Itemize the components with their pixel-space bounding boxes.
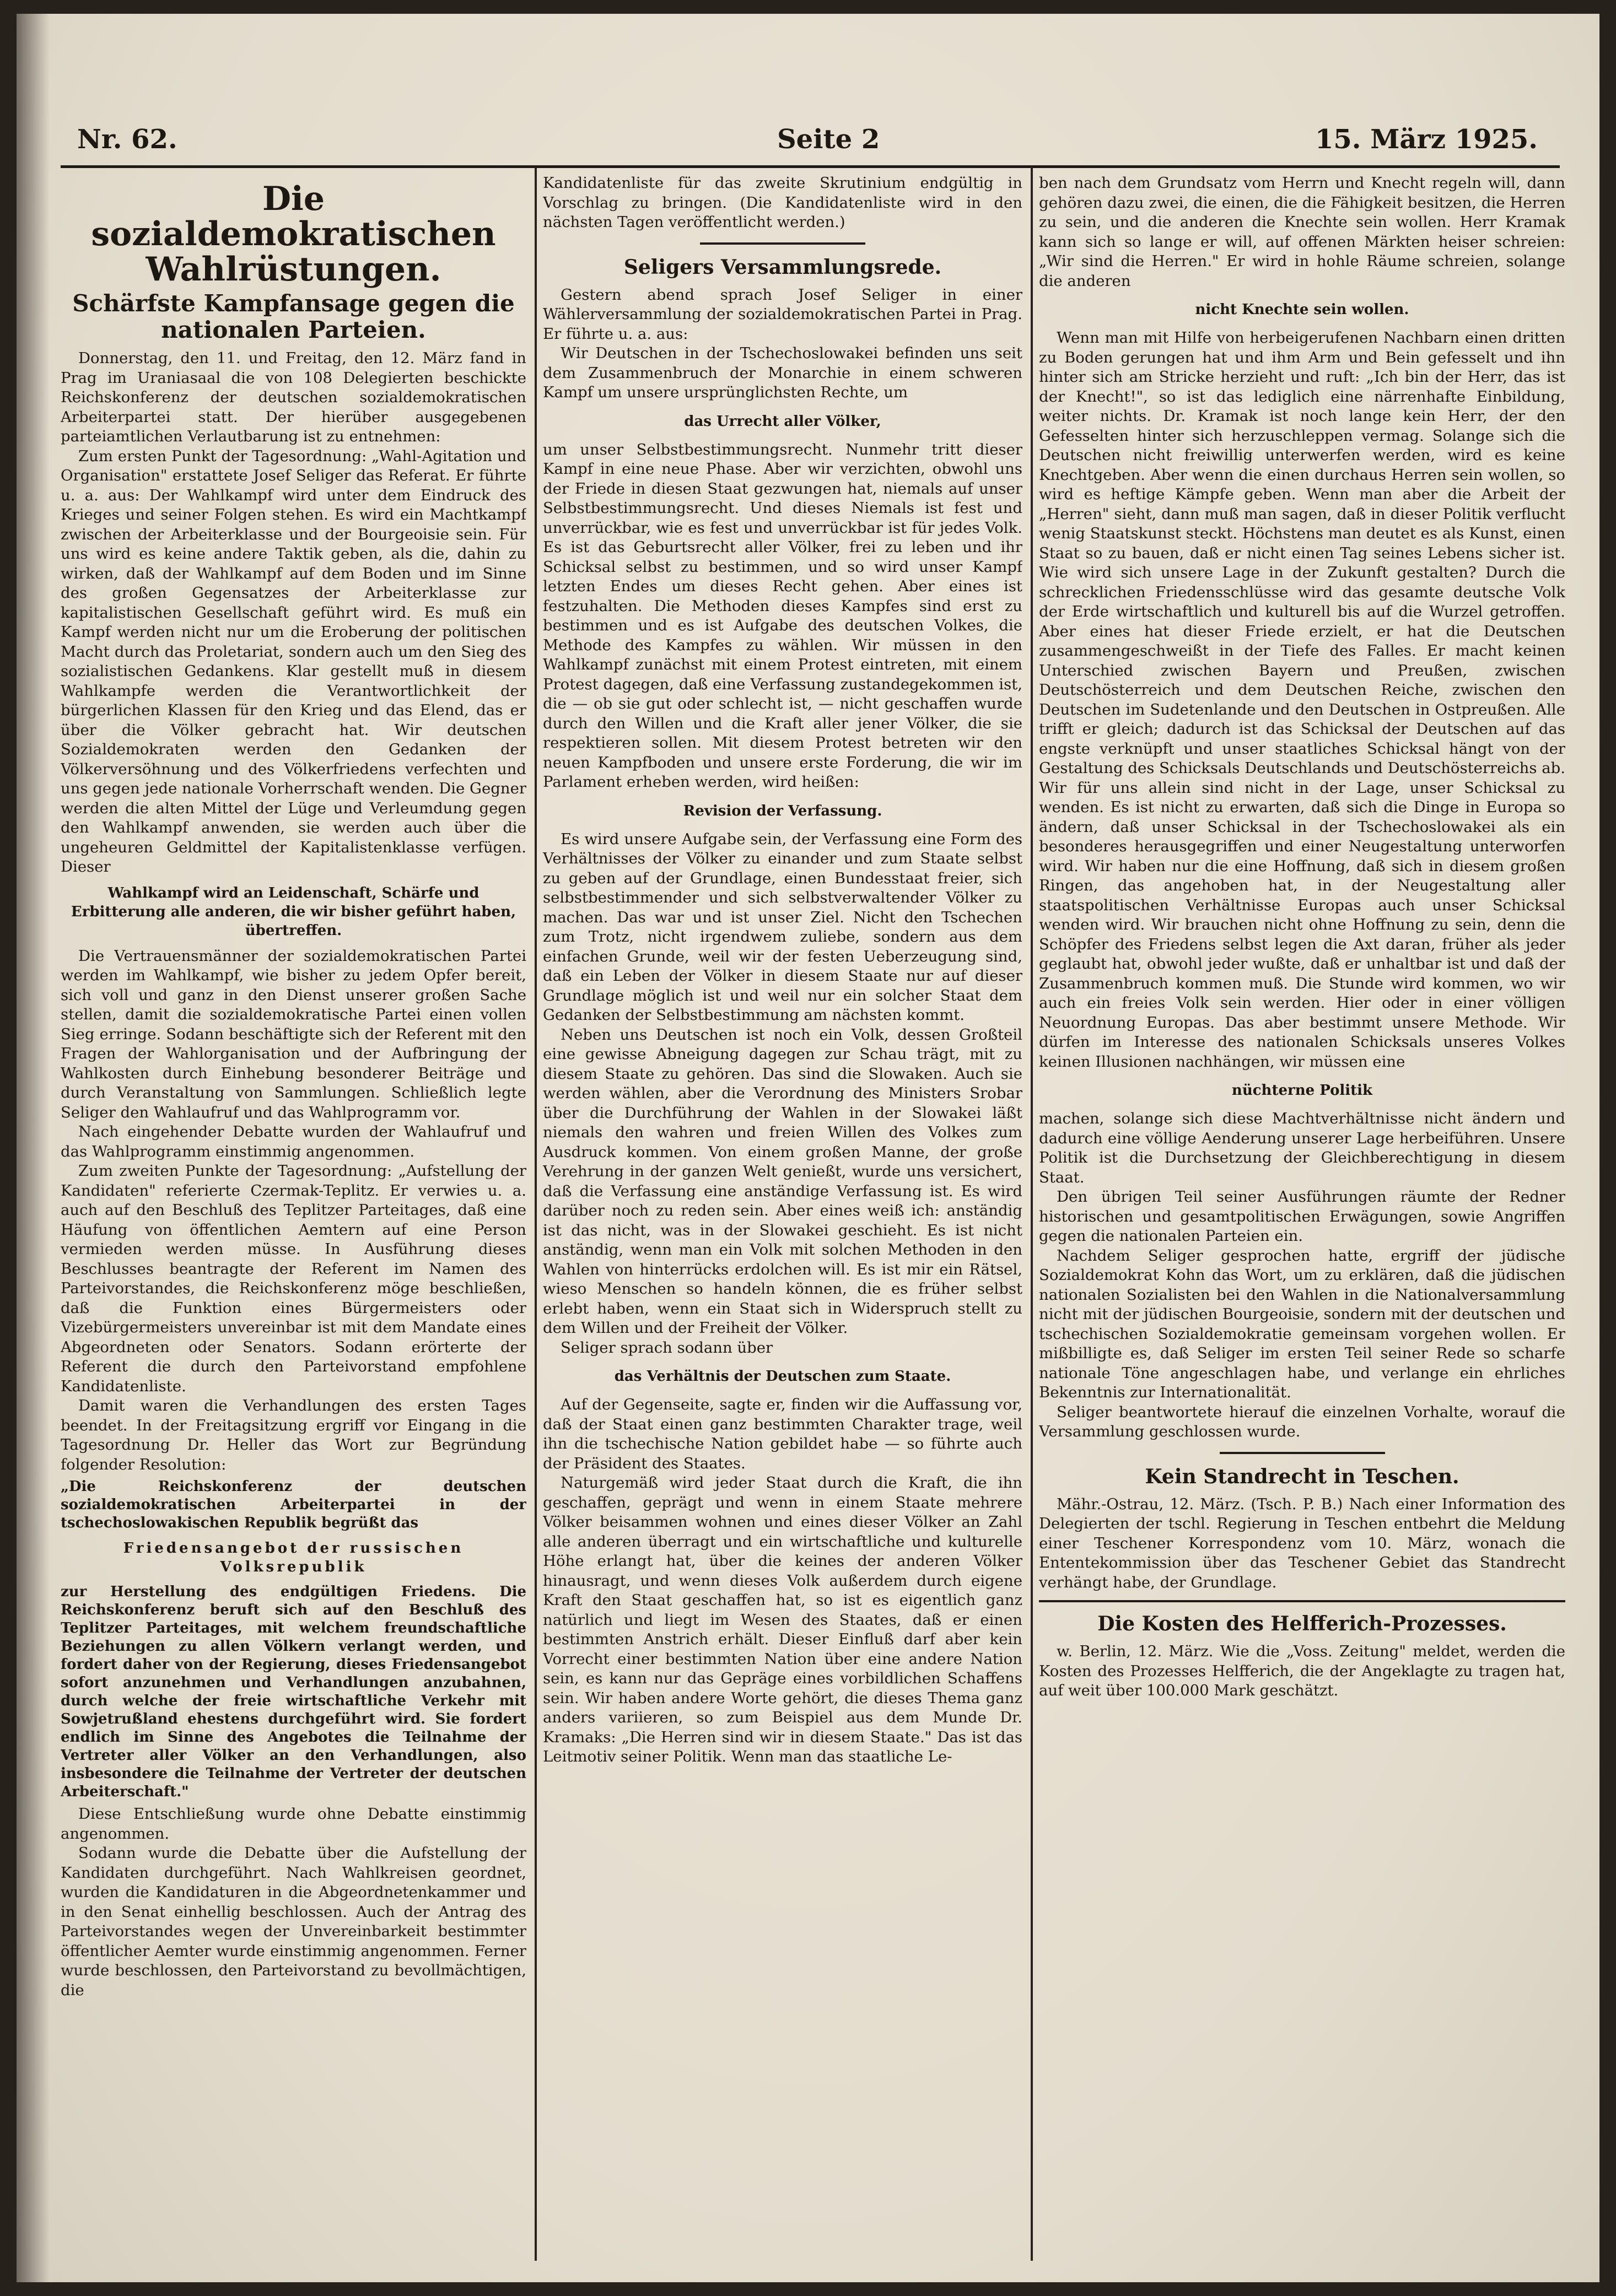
paragraph: machen, solange sich diese Machtverhältnisse nicht ändern und dadurch eine völlige Aenderung unserer Lage herbeiführen. Unsere Politik ist die Durchsetzung der Gleichberechtigung in diesem Staat. <box>1039 1110 1565 1186</box>
paragraph: Nach eingehender Debatte wurden der Wahlaufruf und das Wahlprogramm einstimmig angenommen. <box>61 1123 526 1160</box>
article-title: Kein Standrecht in Teschen. <box>1145 1465 1459 1488</box>
column-1 <box>61 174 526 2256</box>
issue-number: Nr. 62. <box>77 124 177 155</box>
separator-rule <box>1220 1452 1385 1454</box>
paragraph: ben nach dem Grundsatz vom Herrn und Knecht regeln will, dann gehören dazu zwei, die einen, die die Fähigkeit besitzen, die Herren zu sein, und die anderen die Knechte sein wollen. Herr Kramak kann sich so lange er will, auf offenen Märkten heiser schreien: „Wir sind die Herren." Er wird in hohle Räume schreien, solange die anderen <box>1039 174 1565 290</box>
subheading: Wahlkampf wird an Leidenschaft, Schärfe und Erbitterung alle anderen, die wir bisher geführt haben, übertreffen. <box>71 884 516 939</box>
paragraph: Gestern abend sprach Josef Seliger in einer Wählerversammlung der sozialdemokratischen Partei in Prag. Er führte u. a. aus: <box>543 285 1022 343</box>
paragraph: Donnerstag, den 11. und Freitag, den 12. März fand in Prag im Uraniasaal die von 108 Delegierten beschickte Reichskonferenz der deutschen sozialdemokratischen Arbeiterpartei statt. Der hierüber ausgegebenen parteiamtlichen Verlautbarung ist zu entnehmen: <box>61 349 526 445</box>
column-2 <box>543 174 1022 2256</box>
paragraph: Naturgemäß wird jeder Staat durch die Kraft, die ihn geschaffen, geprägt und wenn in einem Staate mehrere Völker beisammen wohnen und eines dieser Völker an Zahl alle anderen überragt und ein wirtschaftliche und kulturelle Höhe erlangt hat, über die keines der anderen Völker hinausragt, und wenn dieses Volk außerdem durch eigene Kraft den Staat geschaffen hat, so ist es eigentlich ganz natürlich und liegt im Wesen des Staates, daß er einen bestimmten Anstrich erhält. Dieser Einfluß darf aber kein Vorrecht einer bestimmten Nation über eine andere Nation sein, es kann nur das Gepräge eines vorbildlichen Schaffens sein. Wir haben andere Worte gehört, die dieses Thema ganz anders variieren, so zum Beispiel aus dem Munde Dr. Kramaks: „Die Herren sind wir in diesem Staate." Das ist das Leitmotiv seiner Politik. Wenn man das staatliche Le- <box>543 1474 1022 1765</box>
column-3 <box>1039 174 1565 2256</box>
resolution-heading: Friedensangebot der russischen Volksrepublik <box>123 1540 464 1575</box>
subheading: das Urrecht aller Völker, <box>684 413 881 430</box>
separator-rule <box>700 242 865 245</box>
paragraph: Wenn man mit Hilfe von herbeigerufenen Nachbarn einen dritten zu Boden gerungen hat und ihm Arm und Bein gefesselt und ihn hinter sich am Stricke herzieht und ruft: „Ich bin der Herr, das ist der Knecht!", so ist das lediglich eine närrenhafte Einbildung, weiter nichts. Dr. Kramak ist noch lange kein Herr, der den Gefesselten hinter sich herzuschleppen vermag. Solange sich die Deutschen nicht freiwillig unterwerfen werden, wird es keine Knechtgeben. Aber wenn die einen durchaus Herren sein wollen, so wird es heftige Kämpfe geben. Wenn man aber die Arbeit der „Herren" sieht, dann muß man sagen, daß in dieser Politik verflucht wenig Staatskunst steckt. Höchstens man deutet es als Kunst, einen Staat so zu bauen, daß er nicht einen Tag seines Lebens sicher ist. Wie wird sich unsere Lage in der Zukunft gestalten? Durch die schrecklichen Friedensschlüsse wird das gesamte deutsche Volk der Erde wirtschaftlich und kulturell bis auf die Wurzel getroffen. Aber eines hat dieser Friede erzielt, er hat die Deutschen zusammengeschweißt in der Tiefe des Falles. Er macht keinen Unterschied zwischen Bayern und Preußen, zwischen Deutschösterreich und dem Deutschen Reiche, zwischen den Deutschen im Sudetenlande und den Deutschen in Ostpreußen. Alle trifft er gleich; dadurch ist das Schicksal der Deutschen auf das engste verknüpft und unser staatliches Schicksal hängt von der Gestaltung des Schicksals Deutschlands und Deutschösterreichs ab. Wir für uns allein sind nicht in der Lage, unser Schicksal zu wenden. Es ist nicht zu erwarten, daß sich die Dinge in Europa so ändern, daß unser Schicksal in der Tschechoslowakei als ein besonderes herausgegriffen und einer Neugestaltung unterworfen wird. Wir haben nur die eine Hoffnung, daß sich in diesem großen Ringen, das angehoben hat, in der Neugestaltung aller staatspolitischen Verhältnisse Europas auch unser Schicksal wenden wird. Wir brauchen nicht ohne Hoffnung zu sein, denn die Schöpfer des Friedens selbst legen die Axt daran, früher als jeder geglaubt hat, obwohl jeder wußte, daß er unhaltbar ist und daß der Zusammenbruch kommen muß. Die Stunde wird kommen, wo wir auch ein freies Volk sein werden. Hier oder in einer völligen Neuordnung Europas. Das aber bestimmt unsere Methode. Wir dürfen im Interesse des nationalen Schicksals unseres Volkes keinen Illusionen nachhängen, wir müssen eine <box>1039 329 1565 1071</box>
paragraph: Diese Entschließung wurde ohne Debatte einstimmig angenommen. <box>61 1805 526 1843</box>
paragraph: Auf der Gegenseite, sagte er, finden wir die Auffassung vor, daß der Staat einen ganz bestimmten Charakter trage, weil ihn die tschechische Nation gebildet habe — so führte auch der Präsident des Staates. <box>543 1396 1022 1472</box>
subheading: nüchterne Politik <box>1231 1082 1373 1099</box>
paragraph: Den übrigen Teil seiner Ausführungen räumte der Redner historischen und gesamtpolitischen Erwägungen, sowie Angriffen gegen die nationalen Parteien ein. <box>1039 1188 1565 1245</box>
paragraph: Sodann wurde die Debatte über die Aufstellung der Kandidaten durchgeführt. Nach Wahlkreisen geordnet, wurden die Kandidaturen in die Abgeordnetenkammer und in den Senat einhellig beschlossen. Auch der Antrag des Parteivorstandes wegen der Unvereinbarkeit bestimmter öffentlicher Aemter wurde einstimmig angenommen. Ferner wurde beschlossen, den Parteivorstand zu bevollmächtigen, die <box>61 1844 526 1999</box>
separator-rule <box>1039 1600 1565 1602</box>
paragraph: Damit waren die Verhandlungen des ersten Tages beendet. In der Freitagsitzung ergriff vor Eingang in die Tagesordnung Dr. Heller das Wort zur Begründung folgender Resolution: <box>61 1397 526 1473</box>
page-header <box>61 124 1549 163</box>
paragraph: Neben uns Deutschen ist noch ein Volk, dessen Großteil eine gewisse Abneigung dagegen zur Schau trägt, mit zu diesem Staate zu gehören. Das sind die Slowaken. Auch sie werden wählen, aber die Verordnung des Ministers Srobar über die Durchführung der Wahlen in der Slowakei läßt niemals den wahren und freien Willen des Volkes zum Ausdruck kommen. Von einem großen Manne, der große Verehrung in der ganzen Welt genießt, wurde uns versichert, daß die Verfassung eine anständige Verfassung ist. Es wird darüber noch zu reden sein. Aber eines weiß ich: anständig ist das nicht, was in der Slowakei geschieht. Es ist nicht anständig, wenn man ein Volk mit solchen Methoden in den Wahlen von hinterrücks erdolchen will. Es ist mir ein Rätsel, wieso Menschen so handeln können, die es früher selbst erlebt haben, wenn ein Staat sich in Widerspruch stellt zu dem Willen und der Freiheit der Völker. <box>543 1025 1022 1337</box>
paragraph: w. Berlin, 12. März. Wie die „Voss. Zeitung" meldet, werden die Kosten des Prozesses Helfferich, die der Angeklagte zu tragen hat, auf weit über 100.000 Mark geschätzt. <box>1039 1643 1565 1699</box>
column-divider <box>535 167 537 2261</box>
paragraph: Es wird unsere Aufgabe sein, der Verfassung eine Form des Verhältnisses der Völker zu einander und zum Staate selbst zu geben auf der Grundlage, einen Bundesstaat freier, sich selbstbestimmender und sich selbstverwaltender Völker zu machen. Das war und ist unser Ziel. Nicht den Tschechen zum Trotz, nicht irgendwem zuliebe, sondern aus dem einfachen Grunde, weil wir der festen Ueberzeugung sind, daß ein Leben der Völker in diesem Staate nur auf dieser Grundlage möglich ist und weil nur ein solcher Staat dem Gedanken der Selbstbestimmung am nächsten kommt. <box>543 830 1022 1024</box>
article-title: Seligers Versammlungsrede. <box>623 255 942 279</box>
paragraph: Wir Deutschen in der Tschechoslowakei befinden uns seit dem Zusammenbruch der Monarchie in einem schweren Kampf um unsere ursprünglichsten Rechte, um <box>543 344 1022 401</box>
binding-shadow <box>17 14 50 2282</box>
article-title: Die Kosten des Helfferich-Prozesses. <box>1097 1612 1507 1635</box>
resolution-text: zur Herstellung des endgültigen Friedens. Die Reichskonferenz beruft sich auf den Beschluß des Teplitzer Parteitages, mit welchem freundschaftliche Beziehungen zu allen Völkern verlangt werden, und fordert daher von der Regierung, dieses Friedensangebot sofort anzunehmen und Verhandlungen anzubahnen, durch welche der freie wirtschaftliche Verkehr mit Sowjetrußland ehestens durchgeführt wird. Sie fordert endlich im Sinne des Angebotes die Teilnahme der Vertreter aller Völker an den Verhandlungen, also insbesondere die Teilnahme der Vertreter der deutschen Arbeiterschaft." <box>61 1584 526 1800</box>
page-number: Seite 2 <box>777 124 880 155</box>
newspaper-page <box>17 14 1599 2282</box>
subheading: nicht Knechte sein wollen. <box>1195 301 1409 318</box>
paragraph: Die Vertrauensmänner der sozialdemokratischen Partei werden im Wahlkampf, wie bisher zu jedem Opfer bereit, sich voll und ganz in den Dienst unserer großen Sache stellen, damit die sozialdemokratische Partei einen vollen Sieg erringe. Sodann beschäftigte sich der Referent mit den Fragen der Wahlorganisation und der Aufbringung der Wahlkosten durch Einhebung besonderer Beiträge und durch Veranstaltung von Sammlungen. Schließlich legte Seliger den Wahlaufruf und das Wahlprogramm vor. <box>61 947 526 1121</box>
subheading: das Verhältnis der Deutschen zum Staate. <box>614 1368 951 1385</box>
article-title: Die sozialdemokratischen Wahlrüstungen. <box>91 180 496 289</box>
paragraph: Seliger beantwortete hierauf die einzelnen Vorhalte, worauf die Versammlung geschlossen wurde. <box>1039 1403 1565 1440</box>
resolution-text: „Die Reichskonferenz der deutschen sozialdemokratischen Arbeiterpartei in der tschechoslowakischen Republik begrüßt das <box>61 1478 526 1531</box>
paragraph: Zum ersten Punkt der Tagesordnung: „Wahl-Agitation und Organisation" erstattete Josef Seliger das Referat. Er führte u. a. aus: Der Wahlkampf wird unter dem Eindruck des Krieges und seiner Folgen stehen. Es wird ein Machtkampf zwischen der Arbeiterklasse und der Bourgeoisie sein. Für uns wird es keine andere Taktik geben, als die, dahin zu wirken, daß der Wahlkampf auf dem Boden und im Sinne des großen Gegensatzes der Arbeiterklasse zur kapitalistischen Gesellschaft geführt wird. Es muß ein Kampf werden nicht nur um die Eroberung der politischen Macht durch das Proletariat, sondern auch um den Sieg des sozialistischen Gedankens. Klar gestellt muß in diesem Wahlkampfe werden die Verantwortlichkeit der bürgerlichen Klassen für den Krieg und das Elend, das er über die Völker gebracht hat. Wir deutschen Sozialdemokraten werden den Gedanken der Völkerversöhnung und des Völkerfriedens verfechten und uns gegen jede nationale Vorherrschaft wenden. Die Gegner werden die alten Mittel der Lüge und Verleumdung gegen den Wahlkampf anwenden, sie werden auch über die ungeheuren Geldmittel der Kapitalistenklasse verfügen. Dieser <box>61 447 526 876</box>
paragraph: Nachdem Seliger gesprochen hatte, ergriff der jüdische Sozialdemokrat Kohn das Wort, um zu erklären, daß die jüdischen nationalen Sozialisten bei den Wahlen in die Nationalversammlung nicht mit der jüdischen Bourgeoisie, sondern mit der deutschen und tschechischen Sozialdemokratie gemeinsam vorgehen wollen. Er mißbilligte es, daß Seliger im ersten Teil seiner Rede so scharfe nationale Töne angeschlagen habe, und verlange ein ehrliches Bekenntnis zur Internationalität. <box>1039 1246 1565 1401</box>
paragraph: um unser Selbstbestimmungsrecht. Nunmehr tritt dieser Kampf in eine neue Phase. Aber wir verzichten, obwohl uns der Friede in diesen Staat gezwungen hat, niemals auf unser Selbstbestimmungsrecht. Und dieses Niemals ist fest und unverrückbar, wie es fest und unverrückbar ist für jedes Volk. Es ist das Geburtsrecht aller Völker, frei zu leben und ihr Schicksal selbst zu bestimmen, und so wird unser Kampf letzten Endes um dieses Recht gehen. Aber eines ist festzuhalten. Die Methoden dieses Kampfes sind erst zu bestimmen und es ist Aufgabe des deutschen Volkes, die Methode des Kampfes zu wählen. Wir müssen in den Wahlkampf zunächst mit einem Protest eintreten, mit einem Protest dagegen, daß eine Verfassung zustandegekommen ist, die — ob sie gut oder schlecht ist, — nicht geschaffen wurde durch den Willen und die Kraft aller jener Völker, die sie respektieren sollen. Mit diesem Protest betreten wir den neuen Kampfboden und unsere erste Forderung, die wir im Parlament erheben werden, wird heißen: <box>543 440 1022 791</box>
column-divider <box>1031 167 1033 2261</box>
paragraph: Seliger sprach sodann über <box>561 1338 773 1357</box>
subheading: Revision der Verfassung. <box>683 802 882 819</box>
paragraph: Zum zweiten Punkte der Tagesordnung: „Aufstellung der Kandidaten" referierte Czermak-Teplitz. Er verwies u. a. auch auf den Beschluß des Teplitzer Parteitages, daß eine Häufung von öffentlichen Aemtern auf eine Person vermieden werden müsse. In Ausführung dieses Beschlusses beantragte der Referent im Namen des Parteivorstandes, die Reichskonferenz möge beschließen, daß die Funktion eines Bürgermeisters oder Vizebürgermeisters unvereinbar ist mit dem Mandate eines Abgeordneten oder Senators. Sodann erörterte der Referent die durch den Parteivorstand empfohlene Kandidatenliste. <box>61 1162 526 1395</box>
paragraph: Mähr.-Ostrau, 12. März. (Tsch. P. B.) Nach einer Information des Delegierten der tschl. Regierung in Teschen entbehrt die Meldung einer Teschener Korrespondenz vom 10. März, wonach die Ententekommission über das Teschener Gebiet das Standrecht verhängt habe, der Grundlage. <box>1039 1495 1565 1591</box>
header-rule <box>61 165 1560 168</box>
issue-date: 15. März 1925. <box>1315 124 1538 155</box>
paragraph: Kandidatenliste für das zweite Skrutinium endgültig in Vorschlag zu bringen. (Die Kandidatenliste wird in den nächsten Tagen veröffentlicht werden.) <box>543 174 1022 231</box>
article-subtitle: Schärfste Kampfansage gegen die nationalen Parteien. <box>72 290 515 343</box>
